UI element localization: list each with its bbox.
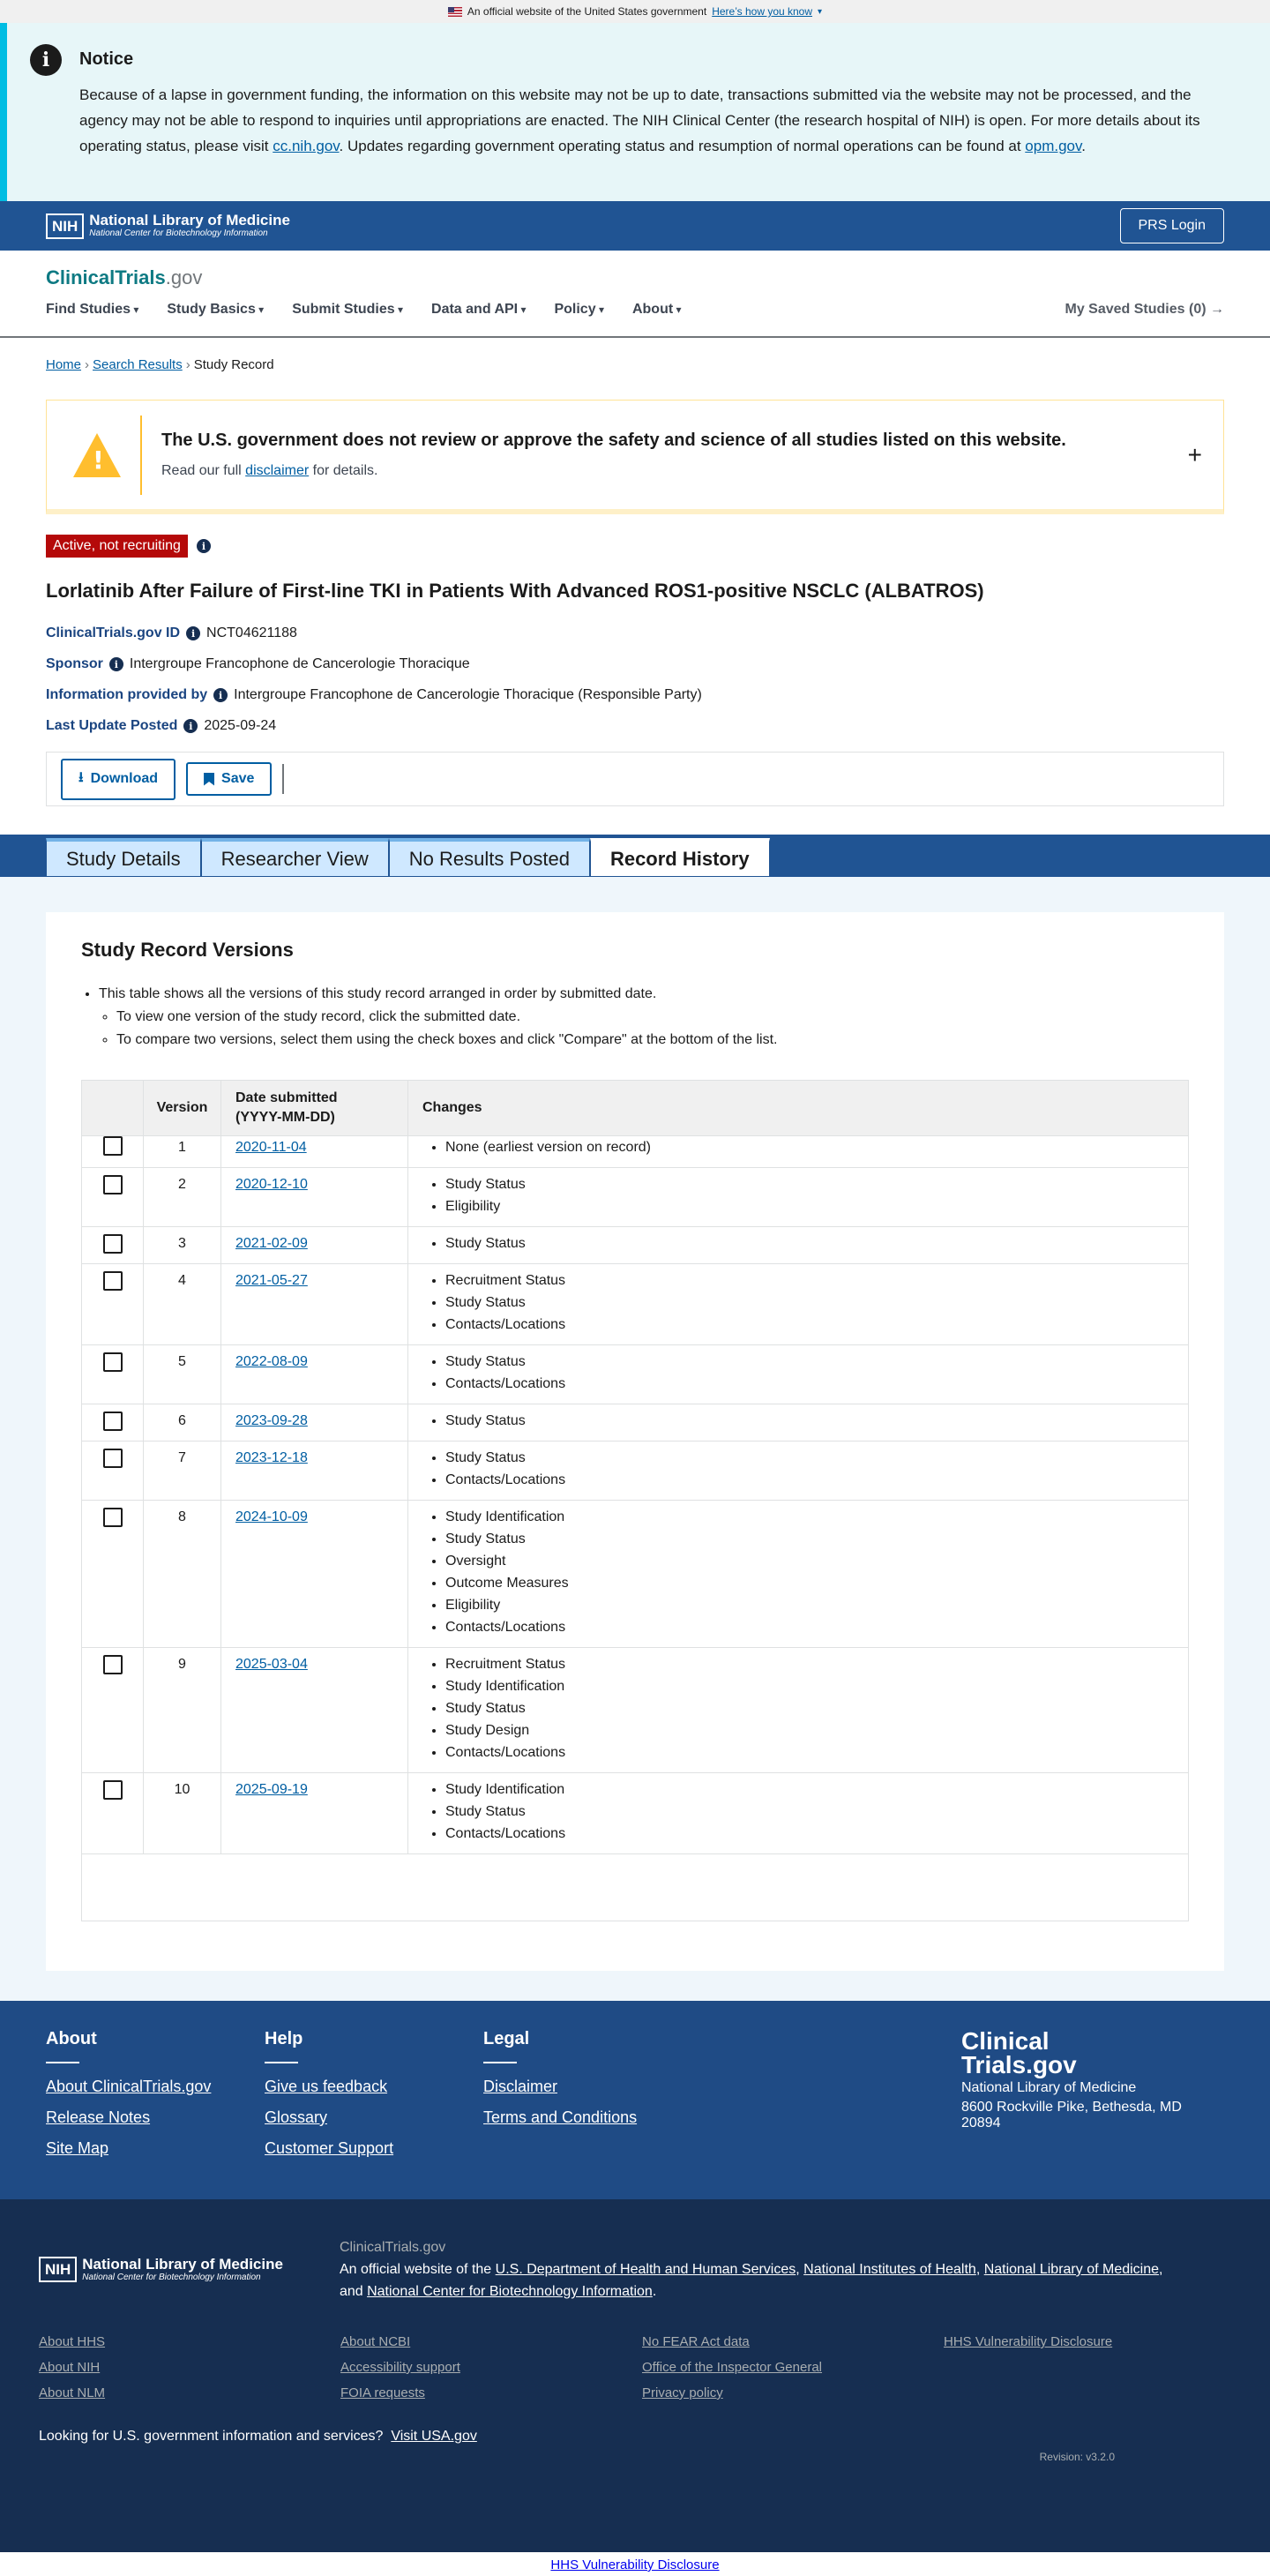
version-date-link[interactable]: 2021-02-09 xyxy=(235,1236,308,1251)
prs-login-button[interactable]: PRS Login xyxy=(1120,208,1225,243)
how-you-know-link[interactable]: Here’s how you know xyxy=(712,5,813,18)
footer-link[interactable]: Customer Support xyxy=(265,2139,394,2157)
version-checkbox[interactable] xyxy=(103,1136,123,1156)
hhs-link[interactable]: U.S. Department of Health and Human Services xyxy=(495,2262,796,2277)
table-row xyxy=(82,1647,1188,1772)
version-number: 3 xyxy=(144,1227,221,1263)
version-date-link[interactable]: 2021-05-27 xyxy=(235,1273,308,1288)
version-checkbox[interactable] xyxy=(103,1508,123,1527)
version-checkbox[interactable] xyxy=(103,1175,123,1194)
version-number: 4 xyxy=(144,1264,221,1344)
expand-plus-icon[interactable]: + xyxy=(1187,441,1202,468)
version-date-link[interactable]: 2023-09-28 xyxy=(235,1413,308,1428)
version-number: 8 xyxy=(144,1501,221,1647)
table-header xyxy=(82,1081,1188,1135)
tab-researcher-view[interactable]: Researcher View xyxy=(201,838,389,877)
content-area xyxy=(0,877,1270,2001)
change-item: • Contacts/Locations xyxy=(445,1616,1174,1638)
meta-nct-id: ClinicalTrials.gov ID i NCT04621188 xyxy=(46,625,297,640)
version-number: 10 xyxy=(144,1773,221,1853)
cc-nih-link[interactable]: cc.nih.gov xyxy=(273,138,340,154)
nav-data-api[interactable]: Data and API ▾ xyxy=(431,302,526,318)
disclaimer-alert xyxy=(46,400,1224,514)
meta-info-provided: Information provided by i Intergroupe Francophone de Cancerologie Thoracique (Responsible Party) xyxy=(46,687,702,702)
footer-link[interactable]: Glossary xyxy=(265,2108,328,2126)
change-item: • Study Identification xyxy=(445,1675,1174,1697)
tab-record-history[interactable]: Record History xyxy=(590,838,770,877)
site-header xyxy=(0,251,1270,338)
footer-gov-link[interactable]: HHS Vulnerability Disclosure xyxy=(944,2334,1113,2349)
versions-table xyxy=(81,1080,1189,1921)
change-item: • Eligibility xyxy=(445,1594,1174,1616)
table-row xyxy=(82,1441,1188,1500)
version-checkbox[interactable] xyxy=(103,1352,123,1372)
info-icon[interactable]: i xyxy=(213,688,228,702)
version-checkbox[interactable] xyxy=(103,1449,123,1468)
version-checkbox[interactable] xyxy=(103,1271,123,1291)
col-changes: Changes xyxy=(422,1100,482,1115)
usa-gov-link[interactable]: Visit USA.gov xyxy=(391,2429,477,2444)
footer-gov-link[interactable]: About HHS xyxy=(39,2334,106,2349)
change-item: • Contacts/Locations xyxy=(445,1823,1174,1845)
tabs xyxy=(0,835,1270,877)
nlm-subtitle: National Center for Biotechnology Information xyxy=(89,228,268,238)
col-date: Date submitted (YYYY-MM-DD) xyxy=(221,1081,408,1135)
table-row xyxy=(82,1344,1188,1404)
main-nav xyxy=(46,302,1224,318)
change-item: • Study Status xyxy=(445,1697,1174,1719)
footer-links xyxy=(0,2001,1270,2199)
change-item: • Eligibility xyxy=(445,1195,1174,1217)
usa-gov-row: Looking for U.S. government information and services? Visit USA.gov xyxy=(39,2429,477,2444)
version-number: 6 xyxy=(144,1404,221,1441)
footer-gov-link[interactable]: About NCBI xyxy=(340,2334,411,2349)
footer-legal: Legal Disclaimer Terms and Conditions xyxy=(483,2029,702,2199)
info-icon[interactable]: i xyxy=(183,719,198,733)
footer-link[interactable]: Release Notes xyxy=(46,2108,151,2126)
change-item: • Recruitment Status xyxy=(445,1269,1174,1292)
version-number: 7 xyxy=(144,1442,221,1500)
nlm-title: National Library of Medicine xyxy=(89,212,290,228)
version-date-link[interactable]: 2020-11-04 xyxy=(235,1140,307,1155)
warning-icon: ! xyxy=(73,433,121,477)
study-meta xyxy=(0,615,1270,734)
footer-link[interactable]: Terms and Conditions xyxy=(483,2108,638,2126)
version-checkbox[interactable] xyxy=(103,1234,123,1254)
change-item: • Study Identification xyxy=(445,1506,1174,1528)
nav-about[interactable]: About ▾ xyxy=(632,302,682,318)
bookmark-icon xyxy=(204,773,214,786)
version-number: 1 xyxy=(144,1136,221,1167)
footer-link[interactable]: Disclaimer xyxy=(483,2078,558,2095)
table-row xyxy=(82,1135,1188,1167)
footer-ct-logo: Clinical Trials.gov National Library of Medicine 8600 Rockville Pike, Bethesda, MD 20894 xyxy=(961,2027,1182,2130)
footer-gov-links xyxy=(39,2334,1231,2400)
footer-link[interactable]: Give us feedback xyxy=(265,2078,388,2095)
footer-gov-link[interactable]: FOIA requests xyxy=(340,2385,425,2400)
footer-about: About About ClinicalTrials.gov Release Notes Site Map xyxy=(46,2029,265,2199)
table-row xyxy=(82,1226,1188,1263)
footer-link[interactable]: Site Map xyxy=(46,2139,109,2157)
info-icon: i xyxy=(30,44,62,76)
funding-notice xyxy=(0,23,1270,201)
change-item: • Study Status xyxy=(445,1232,1174,1254)
arrow-right-icon: → xyxy=(1210,302,1224,317)
change-item: • Contacts/Locations xyxy=(445,1373,1174,1395)
disclaimer-heading: The U.S. government does not review or approve the safety and science of all studies listed on this website. xyxy=(161,431,1066,450)
nih-link[interactable]: National Institutes of Health xyxy=(803,2262,976,2277)
table-row xyxy=(82,1167,1188,1226)
change-item: • Recruitment Status xyxy=(445,1653,1174,1675)
divider xyxy=(282,764,284,794)
col-select xyxy=(82,1081,144,1135)
change-item: • Study Status xyxy=(445,1173,1174,1195)
ncbi-link[interactable]: National Center for Biotechnology Information xyxy=(367,2284,653,2299)
us-flag-icon xyxy=(448,7,462,17)
table-row xyxy=(82,1404,1188,1441)
disclaimer-text: Read our full disclaimer for details. xyxy=(161,463,378,478)
footer-gov-link xyxy=(944,2385,1208,2400)
footer-gov-link[interactable]: Office of the Inspector General xyxy=(642,2360,823,2375)
gov-banner-text: An official website of the United States government xyxy=(467,5,707,18)
opm-link[interactable]: opm.gov xyxy=(1025,138,1082,154)
tab-study-details[interactable]: Study Details xyxy=(46,838,201,877)
gov-banner xyxy=(0,0,1270,23)
chevron-right-icon: › xyxy=(85,357,90,372)
version-checkbox[interactable] xyxy=(103,1412,123,1431)
change-item: • Study Status xyxy=(445,1410,1174,1432)
meta-sponsor: Sponsor i Intergroupe Francophone de Cancerologie Thoracique xyxy=(46,656,470,671)
divider xyxy=(140,416,142,495)
study-title: Lorlatinib After Failure of First-line TKI in Patients With Advanced ROS1-positive NSCLC (ALBATROS) xyxy=(46,580,984,602)
version-date-link[interactable]: 2025-03-04 xyxy=(235,1657,308,1672)
nlm-header xyxy=(0,201,1270,251)
table-row xyxy=(82,1263,1188,1344)
change-item: • Study Status xyxy=(445,1801,1174,1823)
versions-notes xyxy=(99,983,1189,1052)
change-item: • Study Status xyxy=(445,1447,1174,1469)
version-date-link[interactable]: 2023-12-18 xyxy=(235,1450,308,1465)
breadcrumb-home[interactable]: Home xyxy=(46,357,82,372)
version-checkbox[interactable] xyxy=(103,1655,123,1674)
meta-last-update: Last Update Posted i 2025-09-24 xyxy=(46,718,277,733)
notice-title: Notice xyxy=(79,49,134,69)
bottom-link-row xyxy=(0,2552,1270,2576)
version-date-link[interactable]: 2024-10-09 xyxy=(235,1509,308,1524)
change-item: • Oversight xyxy=(445,1550,1174,1572)
change-item: • Study Status xyxy=(445,1528,1174,1550)
chevron-down-icon: ▾ xyxy=(818,6,823,17)
breadcrumb xyxy=(0,338,1270,387)
change-item: • Contacts/Locations xyxy=(445,1741,1174,1764)
tab-no-results[interactable]: No Results Posted xyxy=(389,838,590,877)
download-button[interactable]: ⭳ Download xyxy=(61,759,176,800)
hhs-vuln-link[interactable]: HHS Vulnerability Disclosure xyxy=(550,2557,720,2572)
change-item: • Contacts/Locations xyxy=(445,1469,1174,1491)
info-icon[interactable]: i xyxy=(109,657,123,671)
change-item: • Outcome Measures xyxy=(445,1572,1174,1594)
footer-gov-link[interactable]: About NIH xyxy=(39,2360,101,2375)
note: ◦ To view one version of the study record, click the submitted date. xyxy=(116,1006,1189,1029)
disclaimer-link[interactable]: disclaimer xyxy=(245,463,310,478)
change-item: • Contacts/Locations xyxy=(445,1314,1174,1336)
nav-policy[interactable]: Policy ▾ xyxy=(554,302,604,318)
clinicaltrials-logo[interactable]: ClinicalTrials.gov xyxy=(46,266,203,288)
revision: Revision: v3.2.0 xyxy=(1039,2451,1115,2463)
col-version: Version xyxy=(144,1081,221,1135)
change-item: • Study Design xyxy=(445,1719,1174,1741)
footer-gov-link xyxy=(944,2360,1208,2375)
version-number: 5 xyxy=(144,1345,221,1404)
info-icon[interactable]: i xyxy=(186,626,200,640)
note: ◦ To compare two versions, select them using the check boxes and click "Compare" at the bottom of the list. xyxy=(116,1029,1189,1052)
footer-gov-link[interactable]: Accessibility support xyxy=(340,2360,460,2375)
footer-gov-link[interactable]: No FEAR Act data xyxy=(642,2334,750,2349)
version-checkbox[interactable] xyxy=(103,1780,123,1800)
change-item: • Study Status xyxy=(445,1292,1174,1314)
breadcrumb-search-results[interactable]: Search Results xyxy=(93,357,183,372)
footer-help: Help Give us feedback Glossary Customer Support xyxy=(265,2029,483,2199)
footer-gov-link[interactable]: Privacy policy xyxy=(642,2385,723,2400)
note: • This table shows all the versions of this study record arranged in order by submitted date. xyxy=(99,983,1189,1006)
breadcrumb-current: Study Record xyxy=(193,357,274,372)
table-row xyxy=(82,1500,1188,1647)
table-row xyxy=(82,1772,1188,1853)
chevron-right-icon: › xyxy=(185,357,190,372)
change-item: • None (earliest version on record) xyxy=(445,1136,1174,1158)
footer-link[interactable]: About ClinicalTrials.gov xyxy=(46,2078,212,2095)
action-bar xyxy=(46,752,1224,806)
version-number: 2 xyxy=(144,1168,221,1226)
change-item: • Study Status xyxy=(445,1351,1174,1373)
versions-panel xyxy=(46,912,1224,1971)
footer-official xyxy=(0,2199,1270,2552)
download-icon: ⭳ xyxy=(78,769,84,785)
official-statement: ClinicalTrials.gov An official website of the U.S. Department of Health and Human Services, National Institutes of Health, National Library of Medicine, and National Center for Biotechnology Information. xyxy=(339,2240,1163,2299)
info-icon[interactable]: i xyxy=(197,539,211,553)
change-item: • Study Identification xyxy=(445,1778,1174,1801)
nlm-link[interactable]: National Library of Medicine xyxy=(983,2262,1160,2277)
nav-study-basics[interactable]: Study Basics ▾ xyxy=(167,302,264,318)
nav-submit-studies[interactable]: Submit Studies ▾ xyxy=(292,302,403,318)
notice-text: Because of a lapse in government funding, the information on this website may not be up to date, transactions submitted via the website may not be processed, and the agency may not be able to respond to inquiries until appropriations are enacted. The NIH Clinical Center (the research hospital of NIH) is open. For more details about its operating status, please visit cc.nih.gov. Updates regarding government operating status and resumption of normal operations can be found at opm.gov. xyxy=(79,86,1200,154)
version-number: 9 xyxy=(144,1648,221,1772)
status-row xyxy=(0,514,1270,560)
save-button[interactable]: Save xyxy=(186,762,272,796)
version-date-link[interactable]: 2022-08-09 xyxy=(235,1354,308,1369)
nih-logo: NIH xyxy=(46,213,84,239)
versions-heading: Study Record Versions xyxy=(81,939,294,961)
saved-studies-link[interactable]: My Saved Studies (0) → xyxy=(1065,302,1224,317)
footer-gov-link[interactable]: About NLM xyxy=(39,2385,106,2400)
nav-find-studies[interactable]: Find Studies ▾ xyxy=(46,302,138,318)
footer-nlm-logo[interactable]: NIH National Library of Medicine National Center for Biotechnology Information xyxy=(39,2236,283,2303)
status-badge: Active, not recruiting xyxy=(46,535,188,558)
nlm-logo[interactable] xyxy=(46,213,290,239)
version-date-link[interactable]: 2025-09-19 xyxy=(235,1782,308,1797)
version-date-link[interactable]: 2020-12-10 xyxy=(235,1177,308,1192)
table-footer xyxy=(82,1853,1188,1921)
